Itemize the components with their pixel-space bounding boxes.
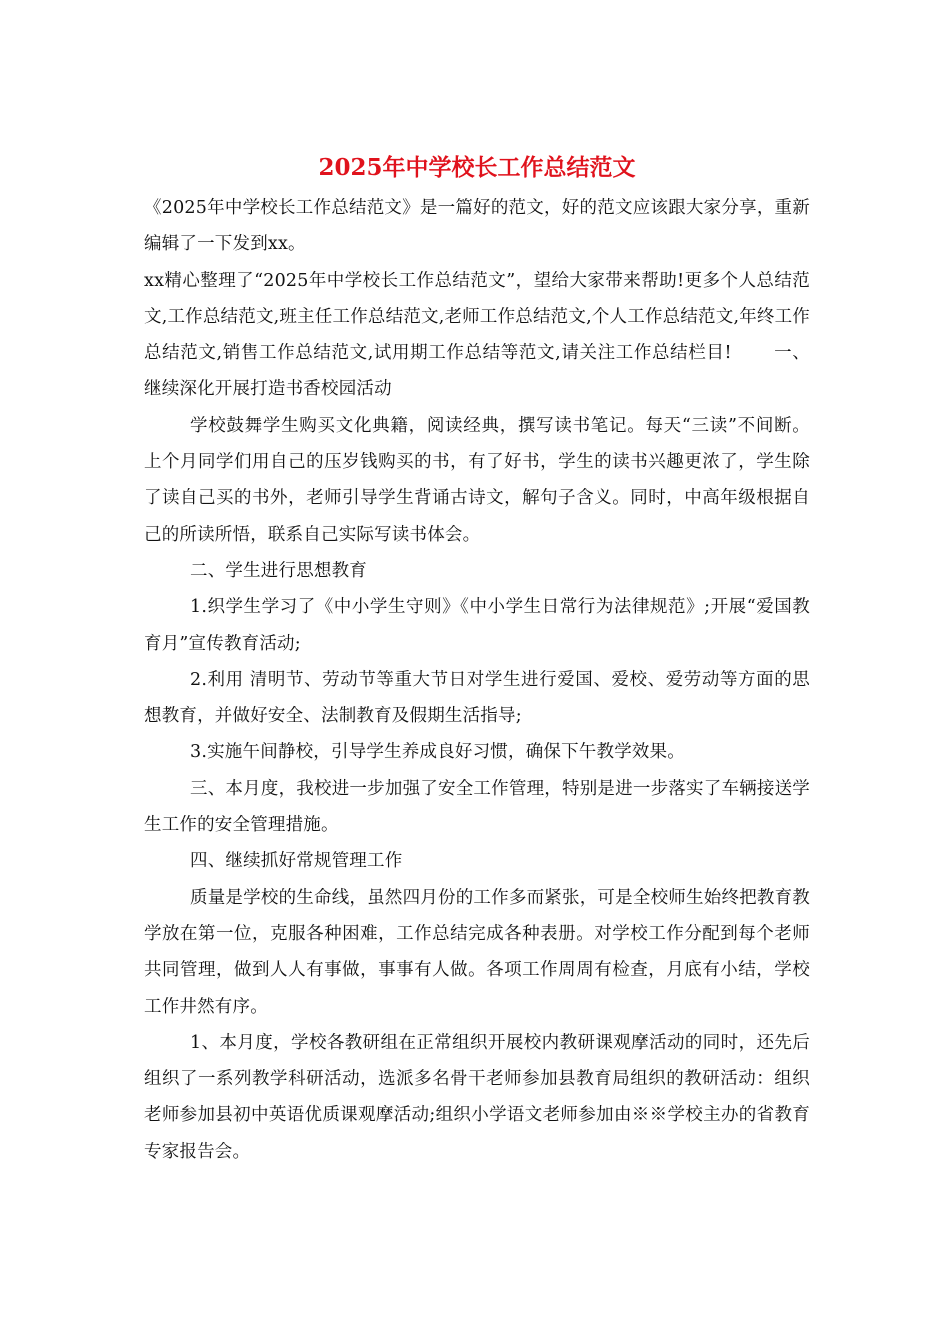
section-heading-2: 二、学生进行思想教育	[190, 560, 367, 581]
section-2-item-1: 1.织学生学习了《中小学生守则》《中小学生日常行为法律规范》;开展“爱国教育月”宣传教育活动;	[144, 597, 810, 654]
section-2-item-3: 3.实施午间静校，引导学生养成良好习惯，确保下午教学效果。	[190, 742, 685, 763]
intro-paragraph-2	[144, 263, 810, 408]
section-4-paragraph: 质量是学校的生命线，虽然四月份的工作多而紧张，可是全校师生始终把教育教学放在第一位，克服各种困难，工作总结完成各种表册。对学校工作分配到每个老师共同管理，做到人人有事做，事事有人做。各项工作周周有检查，月底有小结，学校工作井然有序。	[144, 887, 810, 1017]
section-2-item-2: 2.利用 清明节、劳动节等重大节日对学生进行爱国、爱校、爱劳动等方面的思想教育，并做好安全、法制教育及假期生活指导;	[144, 669, 810, 727]
document-title: 2025年中学校长工作总结范文	[318, 154, 636, 181]
intro-paragraph-2-text: xx精心整理了“2025年中学校长工作总结范文”，望给大家带来帮助!更多个人总结范文,工作总结范文,班主任工作总结范文,老师工作总结范文,个人工作总结范文,年终工作总结范文,销售工作总结范文,试用期工作总结等范文,请关注工作总结栏目!	[144, 270, 811, 364]
section-heading-3: 三、本月度，我校进一步加强了安全工作管理，特别是进一步落实了车辆接送学生工作的安全管理措施。	[144, 778, 810, 836]
section-1-paragraph: 学校鼓舞学生购买文化典籍，阅读经典，撰写读书笔记。每天“三读”不间断。上个月同学们用自己的压岁钱购买的书，有了好书，学生的读书兴趣更浓了，学生除了读自己买的书外，老师引导学生背诵古诗文，解句子含义。同时，中高年级根据自己的所读所悟，联系自己实际写读书体会。	[144, 415, 810, 545]
intro-paragraph-1: 《2025年中学校长工作总结范文》是一篇好的范文，好的范文应该跟大家分享，重新编辑了一下发到xx。	[144, 198, 810, 255]
section-4-item-1: 1、本月度，学校各教研组在正常组织开展校内教研课观摩活动的同时，还先后组织了一系列教学科研活动，选派多名骨干老师参加县教育局组织的教研活动：组织老师参加县初中英语优质课观摩活动;组织小学语文老师参加由※※学校主办的省教育专家报告会。	[144, 1032, 810, 1162]
section-heading-4: 四、继续抓好常规管理工作	[190, 851, 403, 872]
section-heading-1: 一、继续深化开展打造书香校园活动	[144, 343, 811, 400]
document-body	[144, 148, 810, 1170]
